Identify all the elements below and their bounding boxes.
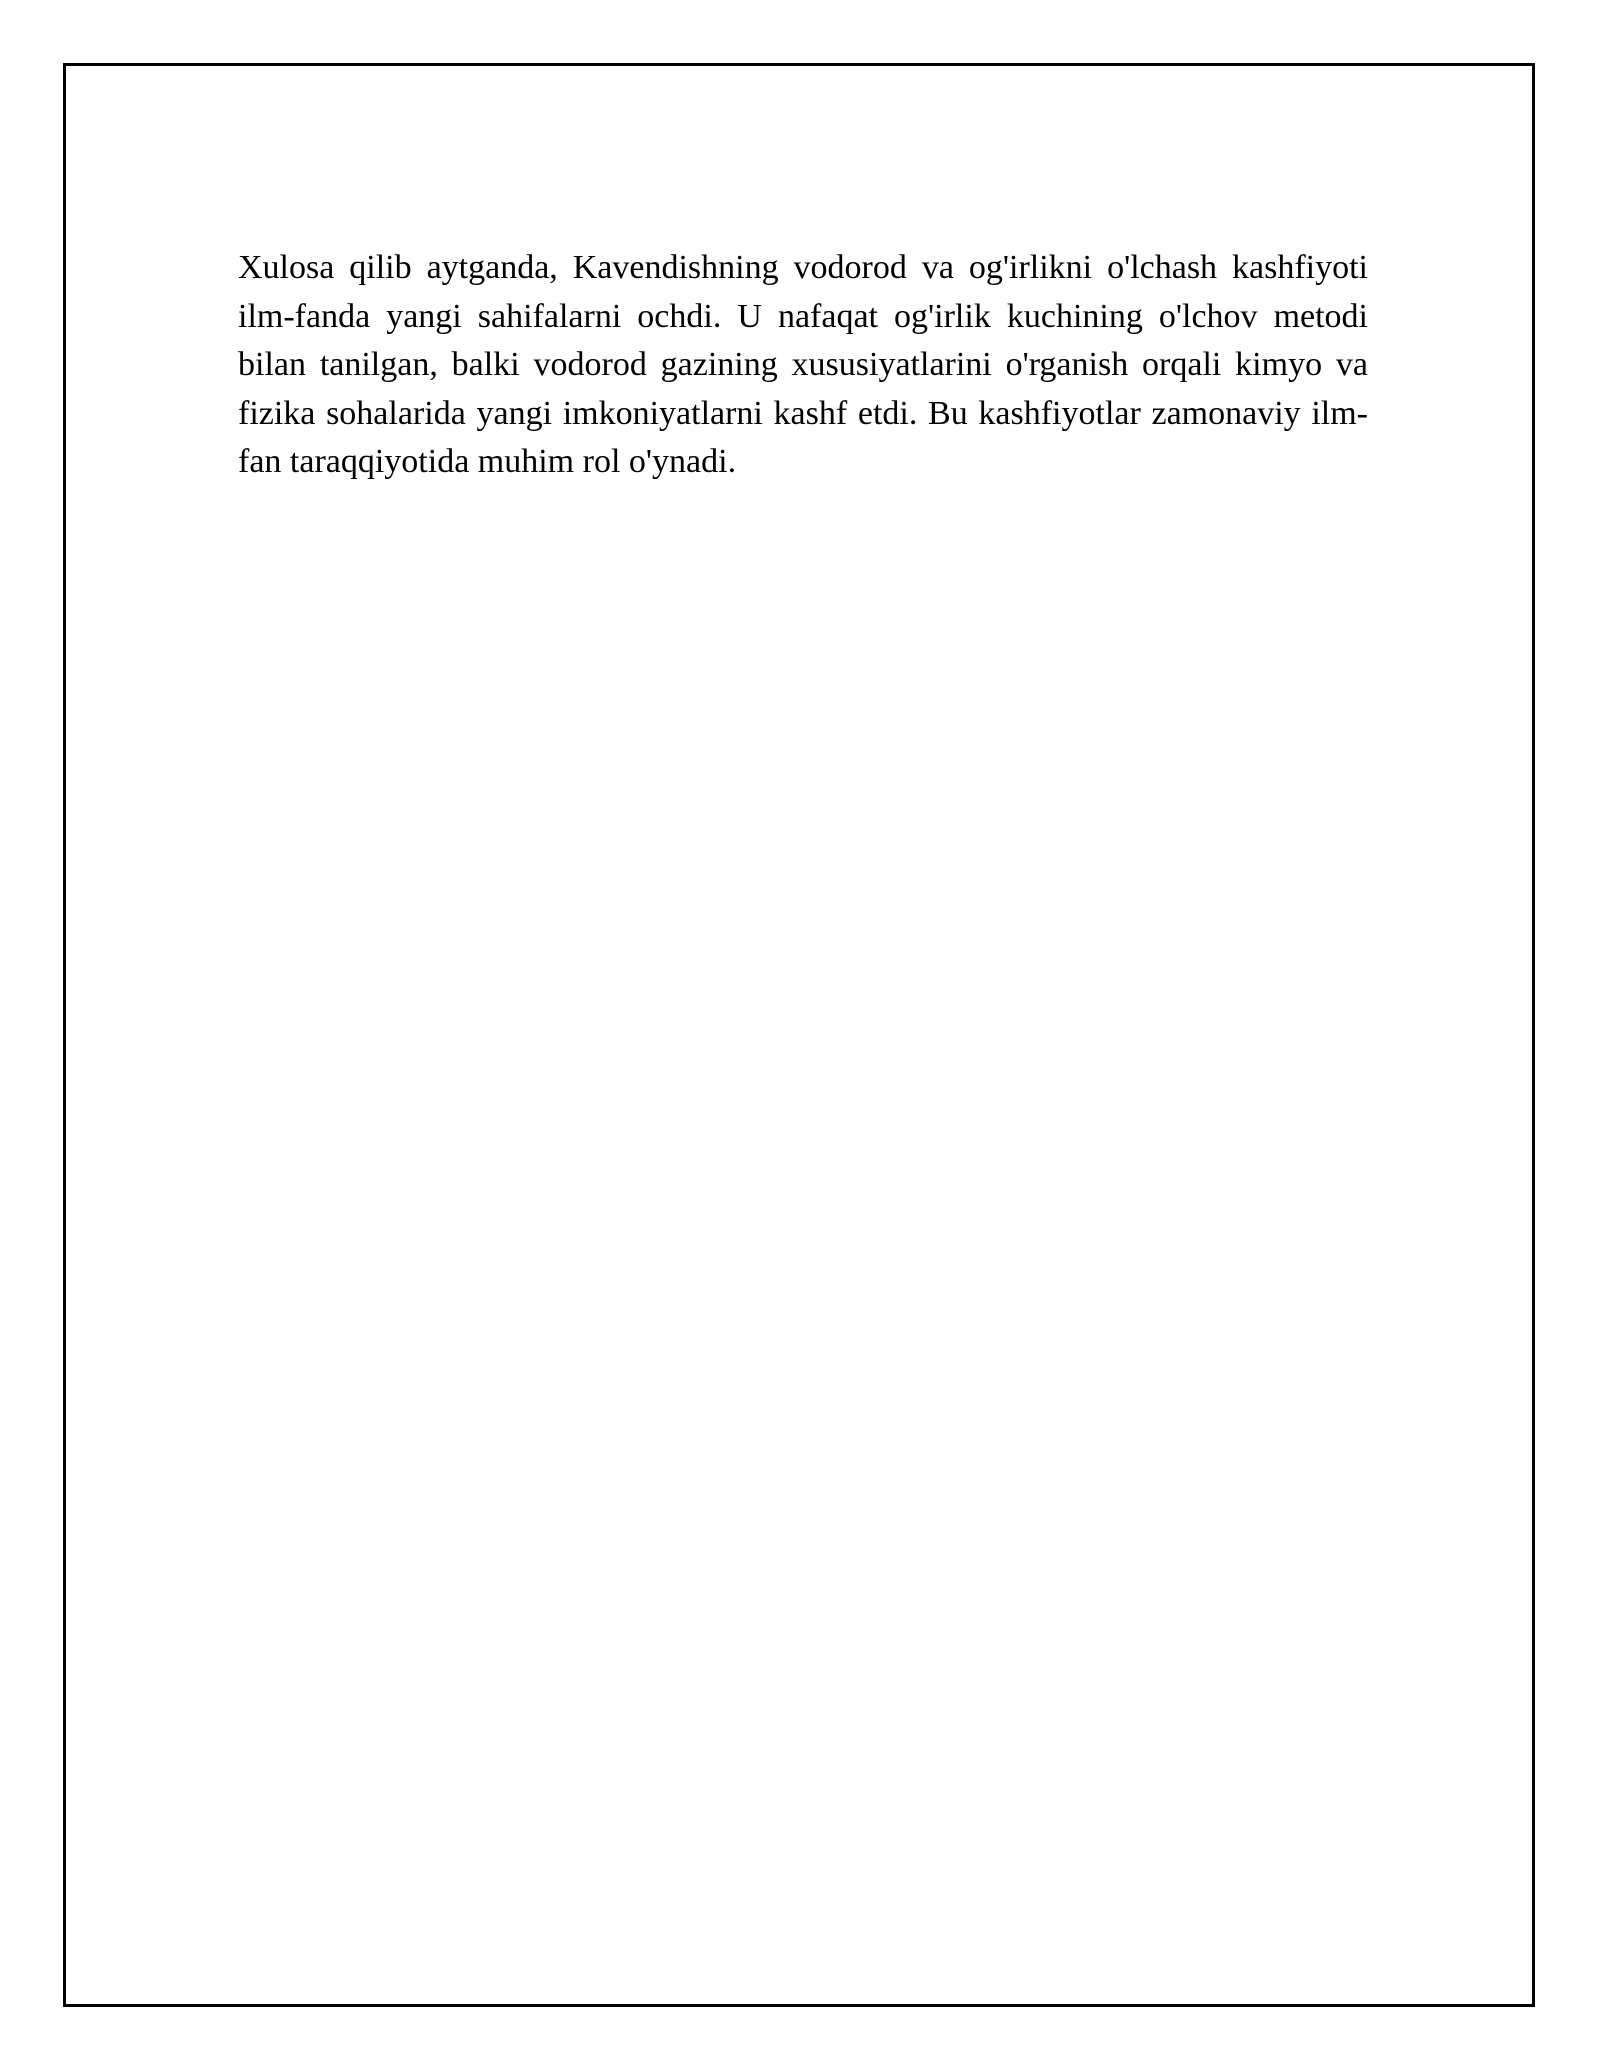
page-frame xyxy=(63,63,1535,2007)
body-paragraph: Xulosa qilib aytganda, Kavendishning vodorod va og'irlikni o'lchash kashfiyoti ilm-fanda yangi sahifalarni ochdi. U nafaqat og'irlik kuchining o'lchov metodi bilan tanilgan, balki vodorod gazining xususiyatlarini o'rganish orqali kimyo va fizika sohalarida yangi imkoniyatlarni kashf etdi. Bu kashfiyotlar zamonaviy ilm-fan taraqqiyotida muhim rol o'ynadi. xyxy=(238,249,1368,480)
